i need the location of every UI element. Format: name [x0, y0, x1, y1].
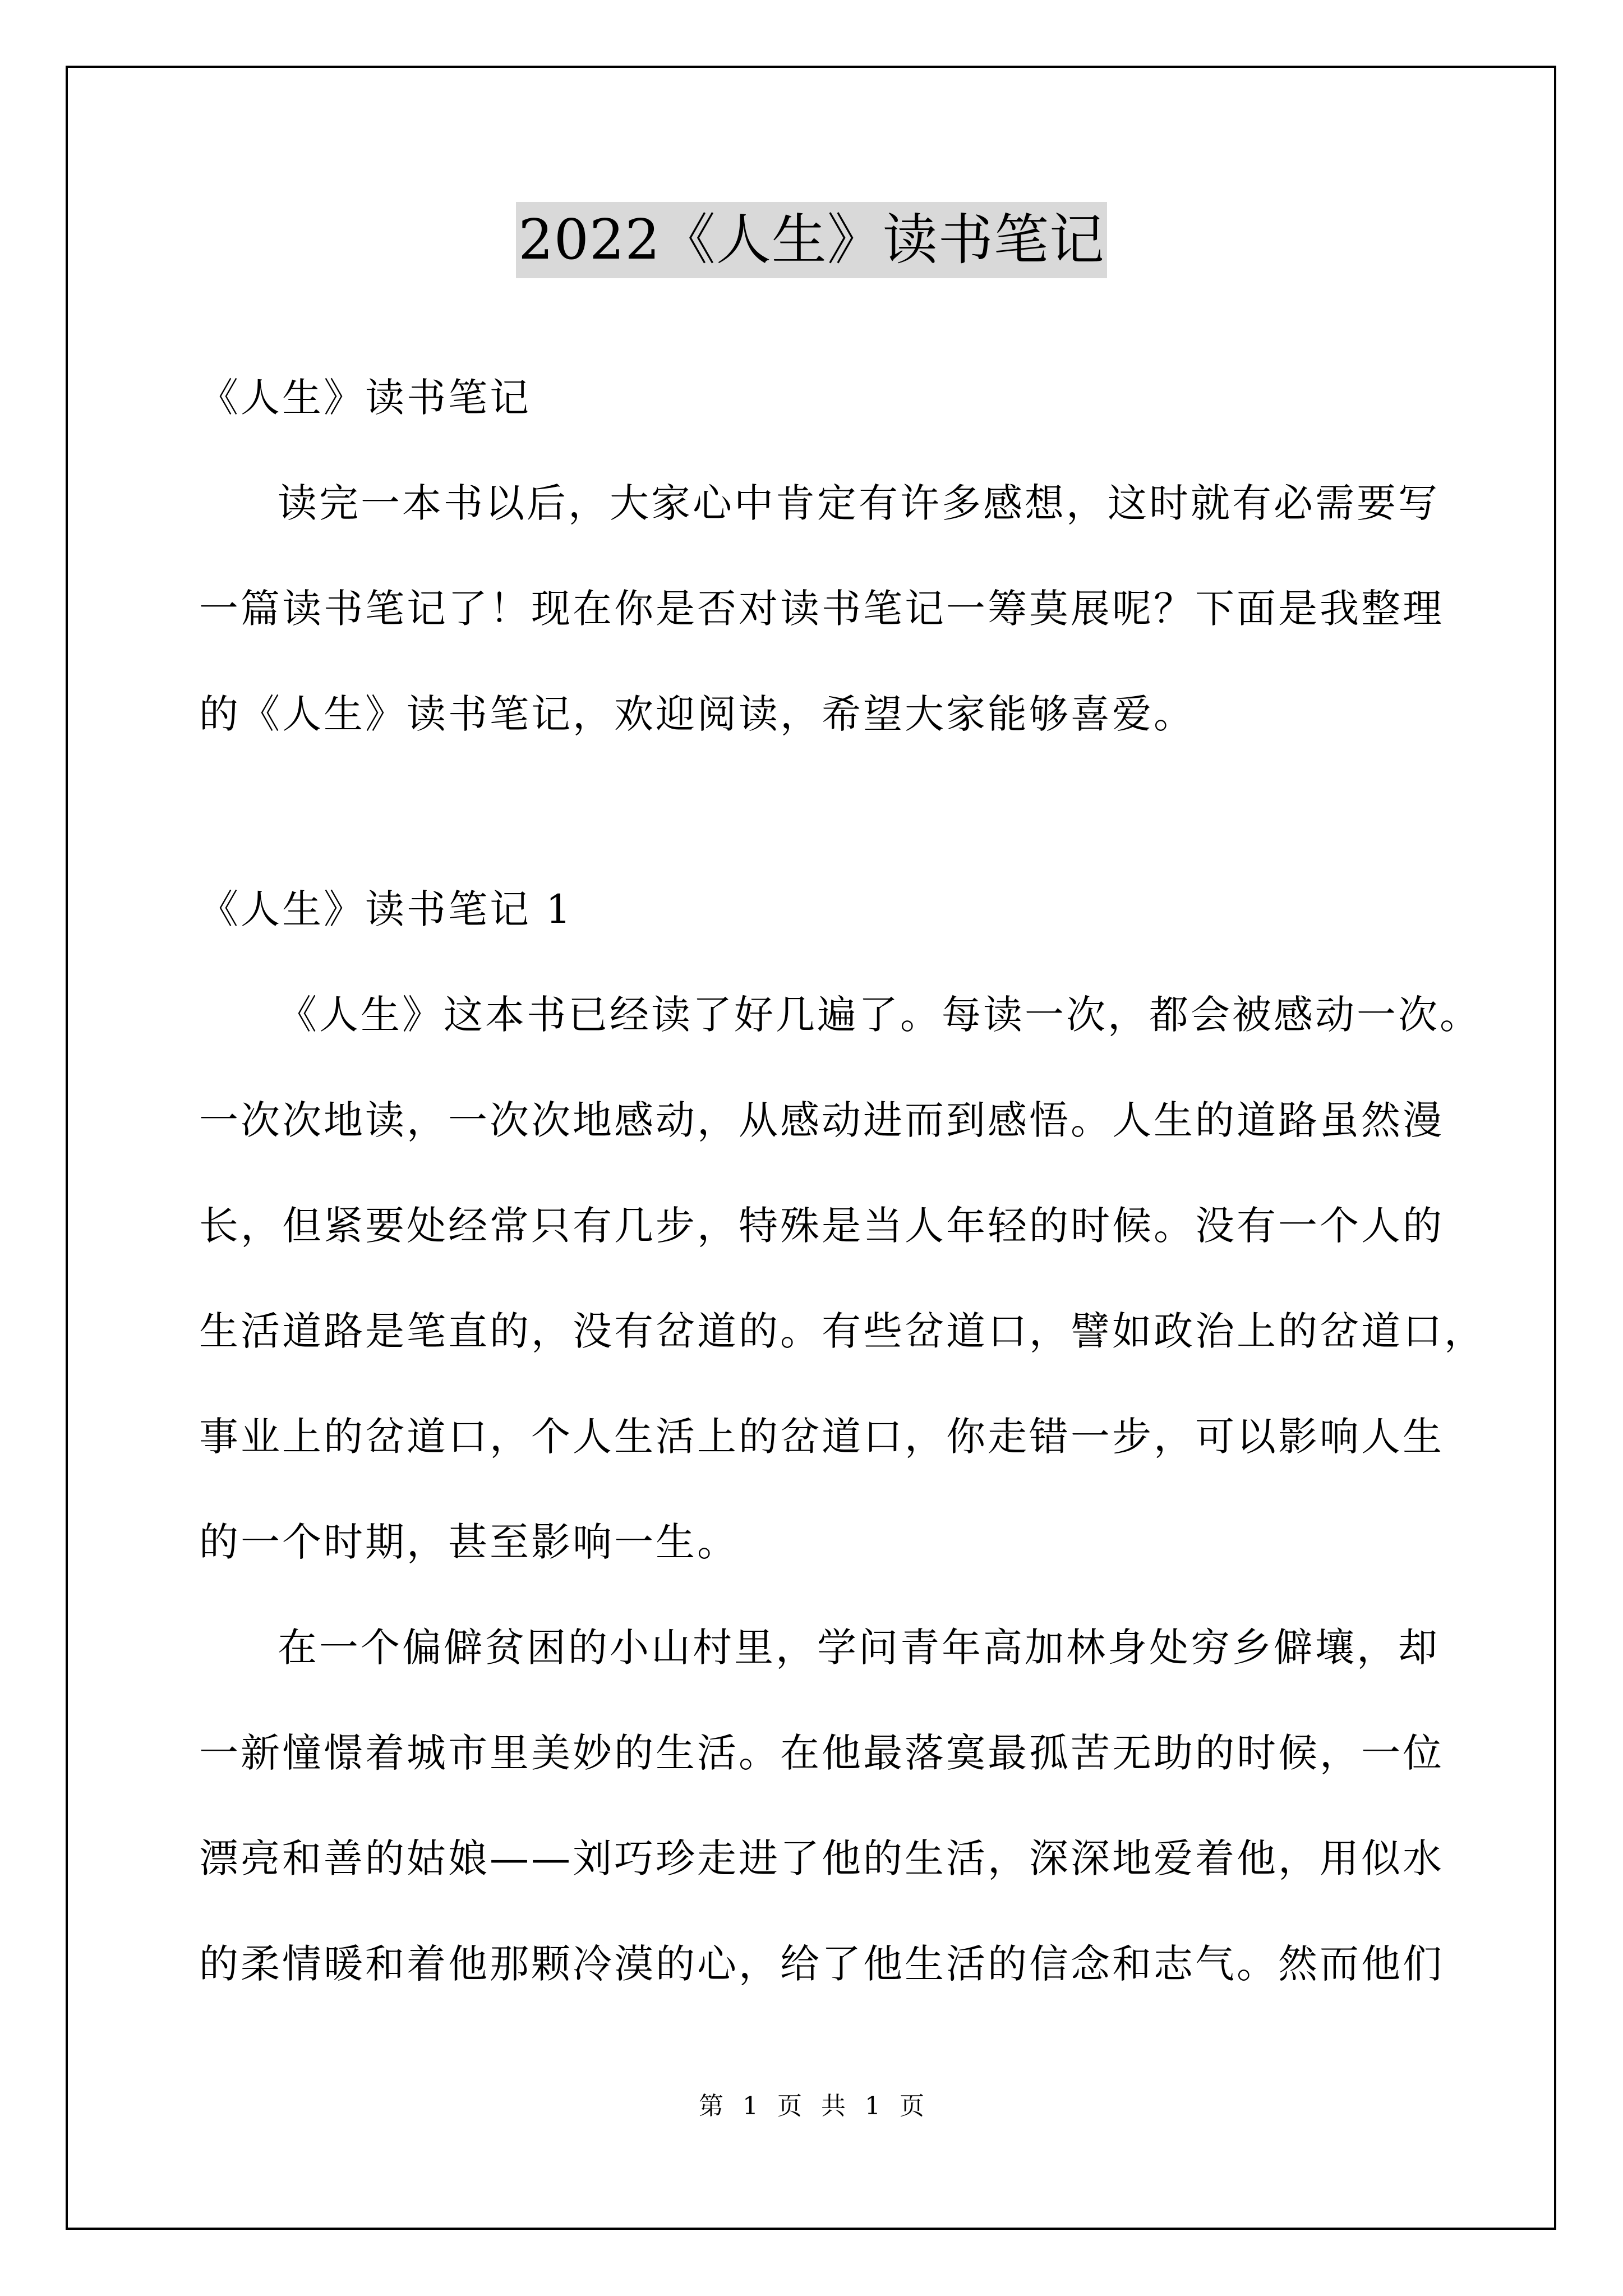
- intro-line: 一篇读书笔记了！现在你是否对读书笔记一筹莫展呢？下面是我整理: [199, 586, 1444, 632]
- intro-line: 的《人生》读书笔记，欢迎阅读，希望大家能够喜爱。: [199, 691, 1195, 737]
- paragraph-line: 在一个偏僻贫困的小山村里，学问青年高加林身处穷乡僻壤，却: [278, 1625, 1440, 1671]
- page-footer: 第 1 页 共 1 页: [699, 2092, 924, 2120]
- paragraph-line: 《人生》这本书已经读了好几遍了。每读一次，都会被感动一次。: [278, 992, 1481, 1038]
- paragraph-line: 生活道路是笔直的，没有岔道的。有些岔道口，譬如政治上的岔道口，: [199, 1308, 1486, 1354]
- paragraph-line: 的一个时期，甚至影响一生。: [199, 1519, 739, 1565]
- document-body: [199, 345, 1486, 2017]
- paragraph-line: 一次次地读，一次次地感动，从感动进而到感悟。人生的道路虽然漫: [199, 1097, 1444, 1143]
- section-heading: 《人生》读书笔记 1: [199, 886, 573, 932]
- document-title: 2022《人生》读书笔记: [516, 202, 1106, 278]
- section-gap: [199, 767, 1422, 857]
- intro-line: 读完一本书以后，大家心中肯定有许多感想，这时就有必需要写: [278, 480, 1440, 526]
- paragraph-line: 事业上的岔道口，个人生活上的岔道口，你走错一步，可以影响人生: [199, 1414, 1444, 1460]
- paragraph-line: 一新憧憬着城市里美妙的生活。在他最落寞最孤苦无助的时候，一位: [199, 1730, 1444, 1776]
- title-container: [0, 202, 1623, 278]
- paragraph-line: 的柔情暖和着他那颗冷漠的心，给了他生活的信念和志气。然而他们: [199, 1941, 1444, 1987]
- paragraph-line: 长，但紧要处经常只有几步，特殊是当人年轻的时候。没有一个人的: [199, 1203, 1444, 1249]
- paragraph-line: 漂亮和善的姑娘——刘巧珍走进了他的生活，深深地爱着他，用似水: [199, 1835, 1444, 1881]
- subtitle: 《人生》读书笔记: [199, 375, 531, 421]
